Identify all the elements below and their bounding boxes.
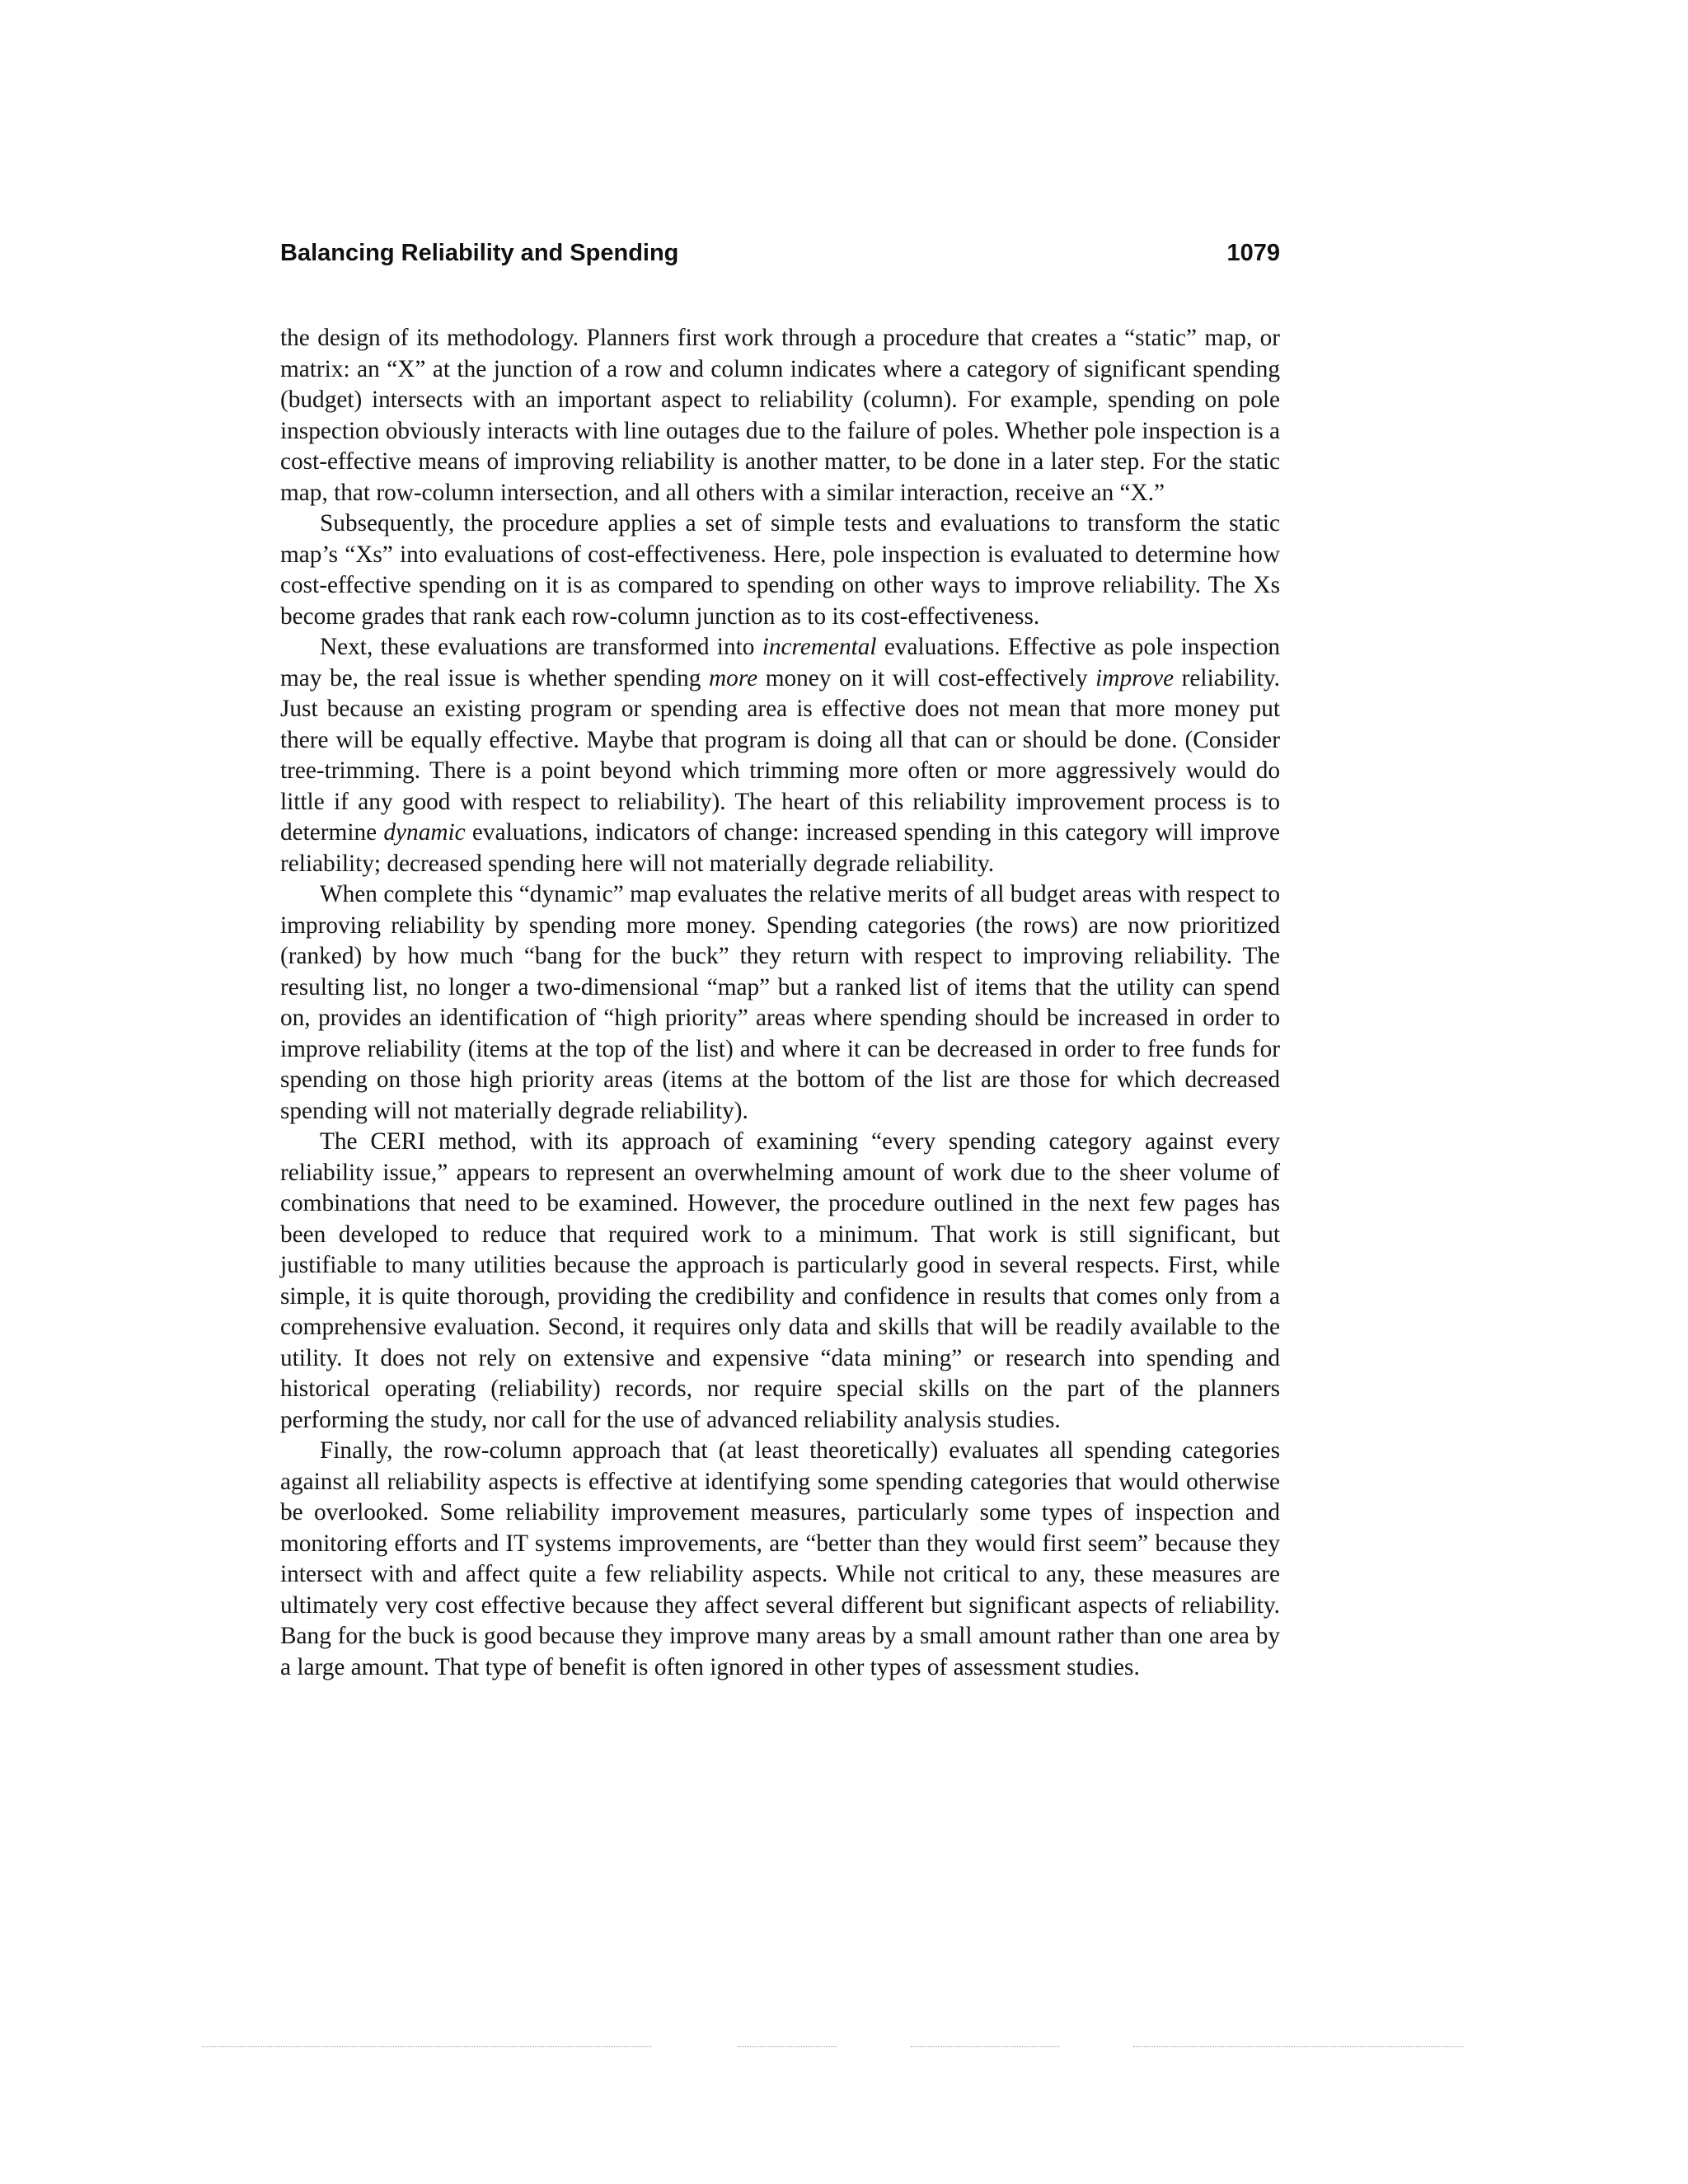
paragraph-text: reliability. Just because an existing program or spending area is effective does not mean that more money put there will be equally effective. Maybe that program is doing all that can or should be done. (Consider tree-trimming. There is a point beyond which trimming more often or more aggressively would do little if any good with respect to reliability). The heart of this reliability improvement process is to determine bbox=[280, 664, 1280, 846]
paragraph-text: The CERI method, with its approach of examining “every spending category against every reliability issue,” appears to represent an overwhelming amount of work due to the sheer volume of combinations that need to be examined. However, the procedure outlined in the next few pages has been developed to reduce that required work to a minimum. That work is still significant, but justifiable to many utilities because the approach is particularly good in several respects. First, while simple, it is quite thorough, providing the credibility and confidence in results that comes only from a comprehensive evaluation. Second, it requires only data and skills that will be readily available to the utility. It does not rely on extensive and expensive “data mining” or research into spending and historical operating (reliability) records, nor require special skills on the part of the planners performing the study, nor call for the use of advanced reliability analysis studies. bbox=[280, 1128, 1280, 1433]
italic-term-dynamic: dynamic bbox=[383, 819, 466, 846]
body-text bbox=[280, 323, 1280, 1683]
italic-term-more: more bbox=[709, 664, 758, 691]
page-header bbox=[280, 240, 1280, 267]
paragraph-6 bbox=[280, 1436, 1280, 1683]
paragraph-text: Finally, the row-column approach that (at least theoretically) evaluates all spending categories against all reliability aspects is effective at identifying some spending categories that would otherwise be overlooked. Some reliability improvement measures, particularly some types of inspection and monitoring efforts and IT systems improvements, are “better than they would first seem” because they intersect with and affect quite a few reliability aspects. While not critical to any, these measures are ultimately very cost effective because they affect several different but significant aspects of reliability. Bang for the buck is good because they improve many areas by a small amount rather than one area by a large amount. That type of benefit is often ignored in other types of assessment studies. bbox=[280, 1437, 1280, 1680]
paragraph-text: Subsequently, the procedure applies a set of simple tests and evaluations to transform the static map’s “Xs” into evaluations of cost-effectiveness. Here, pole inspection is evaluated to determine how cost-effective spending on it is as compared to spending on other ways to improve reliability. The Xs become grades that rank each row-column junction as to its cost-effectiveness. bbox=[280, 510, 1280, 630]
page-number: 1079 bbox=[1226, 240, 1280, 266]
scan-artifact-lines bbox=[202, 2046, 1463, 2050]
paragraph-text: evaluations, indicators of change: increased spending in this category will improve reliability; decreased spending here will not materially degrade reliability. bbox=[280, 819, 1280, 877]
italic-term-improve: improve bbox=[1095, 664, 1175, 691]
running-title: Balancing Reliability and Spending bbox=[280, 240, 679, 266]
scan-line-segment bbox=[911, 2046, 1059, 2048]
scan-line-segment bbox=[738, 2046, 837, 2048]
paragraph-1 bbox=[280, 323, 1280, 509]
paragraph-4 bbox=[280, 879, 1280, 1127]
paragraph-5 bbox=[280, 1127, 1280, 1436]
paragraph-text: evaluations. Effective as pole inspection may be, the real issue is whether spending bbox=[280, 634, 1280, 691]
paragraph-text: Next, these evaluations are transformed into bbox=[320, 634, 762, 660]
paragraph-text: the design of its methodology. Planners first work through a procedure that creates a “static” map, or matrix: an “X” at the junction of a row and column indicates where a category of significant spending (budget) intersects with an important aspect to reliability (column). For example, spending on pole inspection obviously interacts with line outages due to the failure of poles. Whether pole inspection is a cost-effective means of improving reliability is another matter, to be done in a later step. For the static map, that row-column intersection, and all others with a similar interaction, receive an “X.” bbox=[280, 325, 1280, 506]
italic-term-incremental: incremental bbox=[762, 634, 877, 660]
paragraph-text: money on it will cost-effectively bbox=[757, 664, 1096, 691]
paragraph-2 bbox=[280, 509, 1280, 632]
scan-line-segment bbox=[202, 2046, 651, 2048]
paragraph-text: When complete this “dynamic” map evaluates the relative merits of all budget areas with respect to improving reliability by spending more money. Spending categories (the rows) are now prioritized (ranked) by how much “bang for the buck” they return with respect to improving reliability. The resulting list, no longer a two-dimensional “map” but a ranked list of items that the utility can spend on, provides an identification of “high priority” areas where spending should be increased in order to improve reliability (items at the top of the list) and where it can be decreased in order to free funds for spending on those high priority areas (items at the bottom of the list are those for which decreased spending will not materially degrade reliability). bbox=[280, 881, 1280, 1124]
paragraph-3 bbox=[280, 632, 1280, 879]
scan-line-segment bbox=[1133, 2046, 1463, 2048]
